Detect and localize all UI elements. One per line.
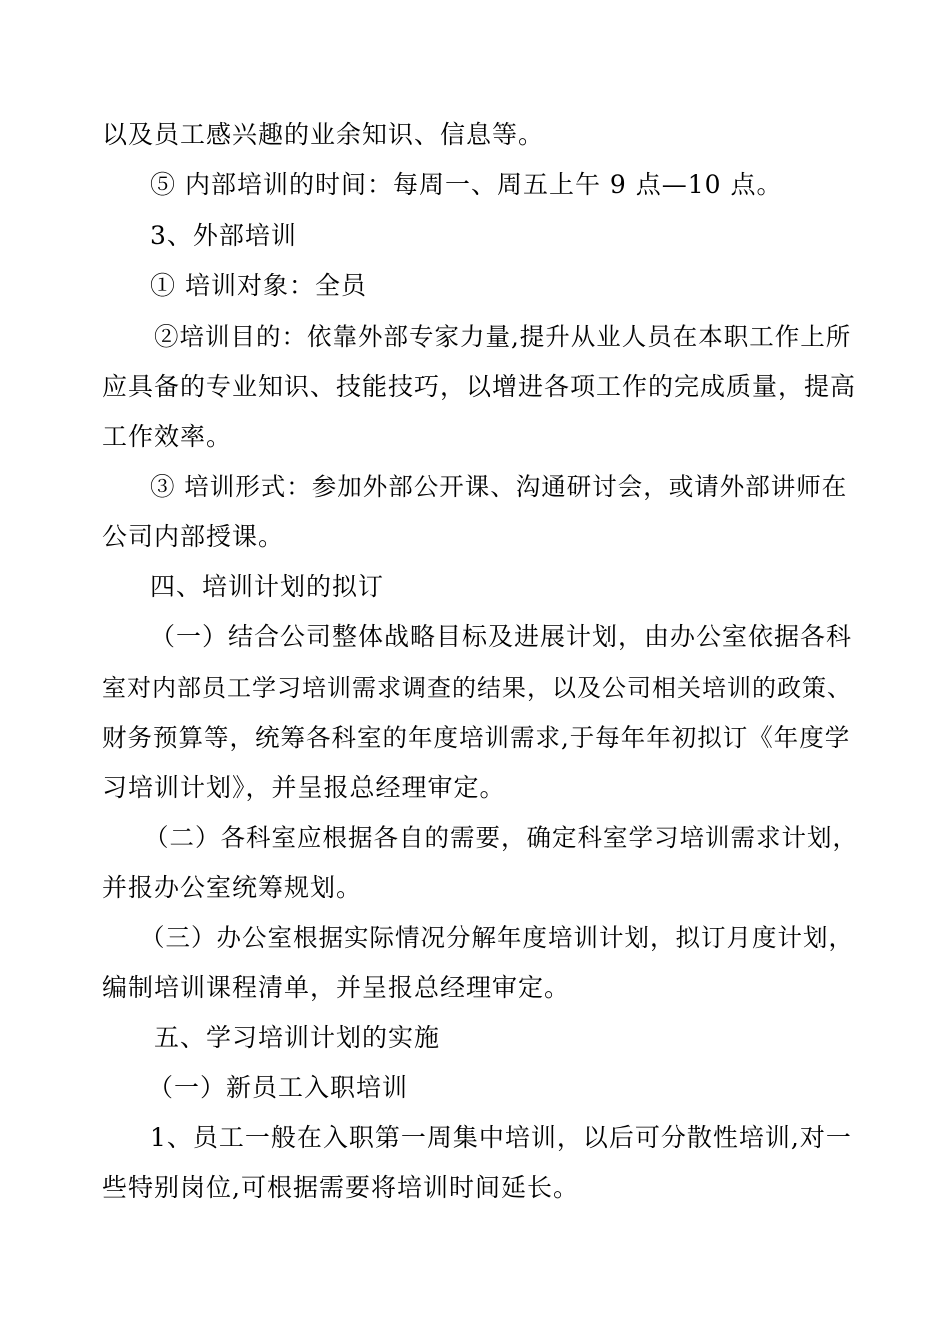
- section-heading-plan-drafting: 四、培训计划的拟订: [150, 572, 385, 601]
- text-line-18: 编制培训课程清单，并呈报总经理审定。: [102, 973, 571, 1002]
- text-line-22: 些特别岗位,可根据需要将培训时间延长。: [102, 1173, 579, 1202]
- text-line-1: 以及员工感兴趣的业余知识、信息等。: [102, 120, 545, 149]
- text-line-6: 应具备的专业知识、技能技巧，以增进各项工作的完成质量，提高: [102, 372, 857, 401]
- text-line-11: （一）结合公司整体战略目标及进展计划，由办公室依据各科: [150, 622, 853, 651]
- text-line-14: 习培训计划》，并呈报总经理审定。: [102, 773, 506, 802]
- subsection-heading-new-employee: （一）新员工入职培训: [148, 1073, 409, 1102]
- text-line-7: 工作效率。: [102, 422, 233, 451]
- section-heading-external-training: 3、外部培训: [150, 221, 297, 250]
- text-line-16: 并报办公室统筹规划。: [102, 873, 363, 902]
- text-line-17: （三）办公室根据实际情况分解年度培训计划，拟订月度计划，: [140, 923, 854, 952]
- text-line-4: ① 培训对象：全员: [150, 271, 367, 300]
- section-heading-implementation: 五、学习培训计划的实施: [154, 1023, 441, 1052]
- text-line-15: （二）各科室应根据各自的需要，确定科室学习培训需求计划，: [144, 823, 858, 852]
- text-line-9: 公司内部授课。: [102, 522, 285, 551]
- text-line-12: 室对内部员工学习培训需求调查的结果，以及公司相关培训的政策、: [102, 674, 852, 702]
- text-line-2: ⑤ 内部培训的时间：每周一、周五上午 9 点—10 点。: [150, 170, 783, 199]
- text-line-8: ③ 培训形式：参加外部公开课、沟通研讨会，或请外部讲师在: [150, 472, 848, 501]
- text-line-13: 财务预算等，统筹各科室的年度培训需求,于每年年初拟订《年度学: [102, 723, 851, 752]
- text-line-21: 1、员工一般在入职第一周集中培训，以后可分散性培训,对一: [150, 1123, 852, 1152]
- text-line-5: ②培训目的：依靠外部专家力量,提升从业人员在本职工作上所: [154, 322, 852, 351]
